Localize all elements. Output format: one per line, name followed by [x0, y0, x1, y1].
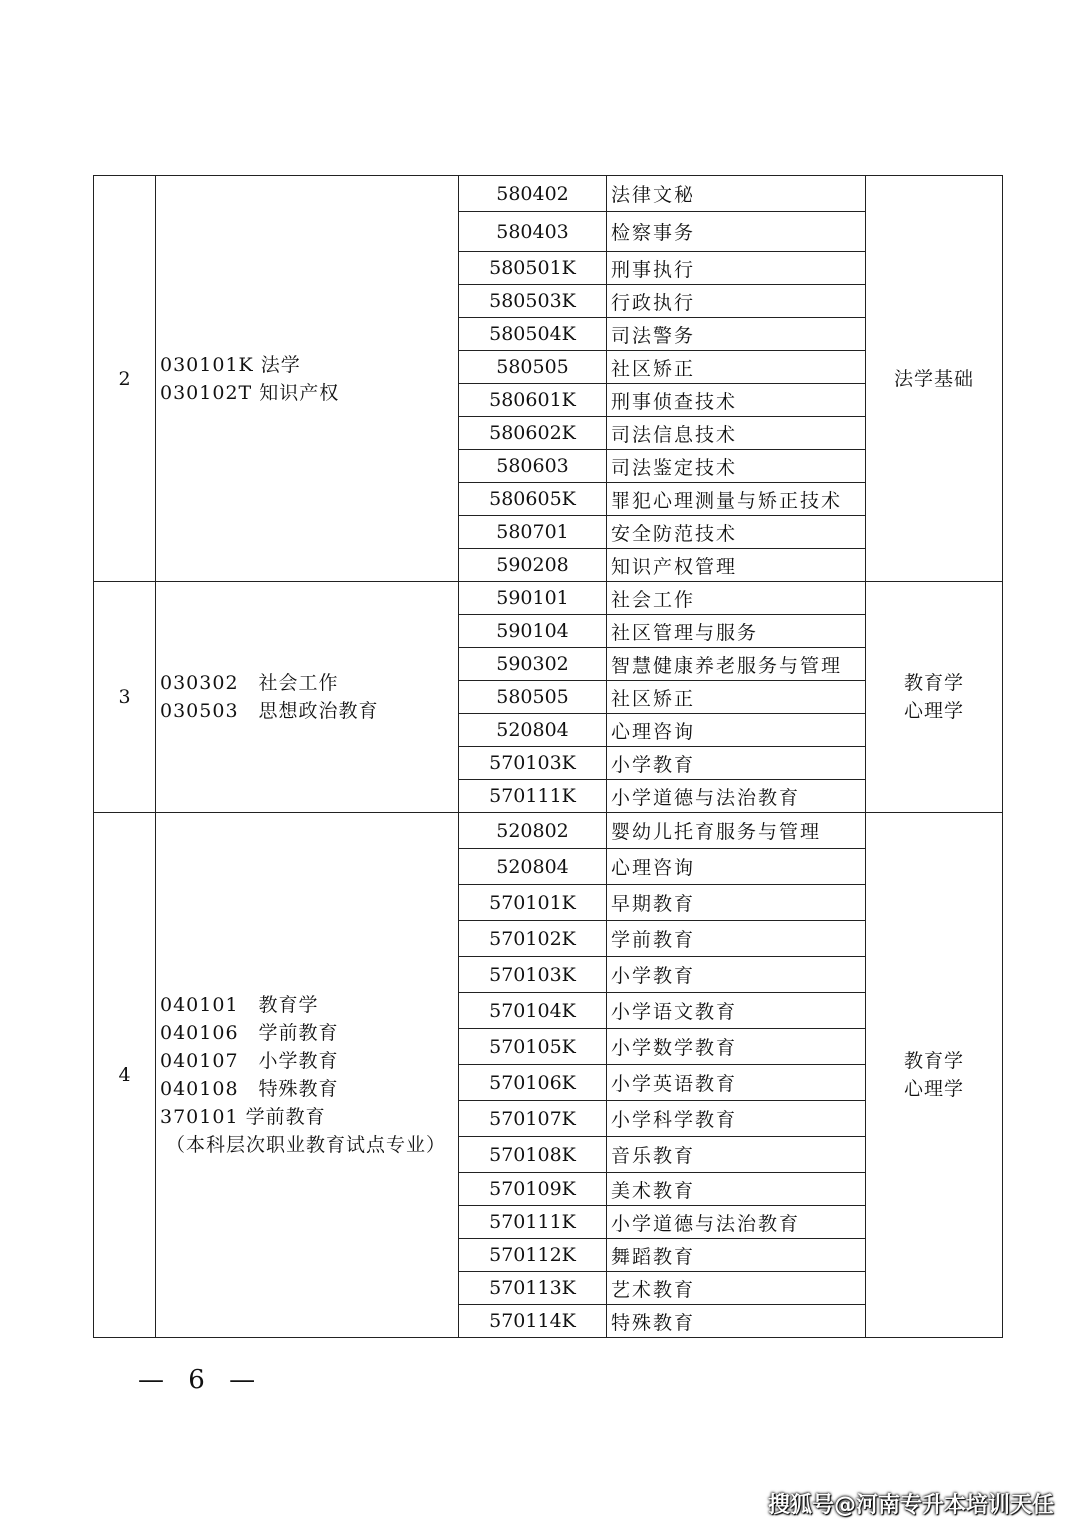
vocational-code: 570108K — [459, 1137, 607, 1173]
vocational-code: 580602K — [459, 417, 607, 450]
vocational-name: 知识产权管理 — [607, 549, 866, 582]
vocational-code: 520802 — [459, 813, 607, 849]
vocational-name: 学前教育 — [607, 921, 866, 957]
vocational-code: 580505 — [459, 351, 607, 384]
vocational-name: 小学教育 — [607, 957, 866, 993]
undergrad-majors — [156, 582, 459, 813]
vocational-name: 司法信息技术 — [607, 417, 866, 450]
vocational-code: 580504K — [459, 318, 607, 351]
vocational-name: 小学英语教育 — [607, 1065, 866, 1101]
vocational-code: 590208 — [459, 549, 607, 582]
exam-subject: 心理学 — [903, 700, 964, 722]
undergrad-majors — [156, 813, 459, 1338]
vocational-code: 580501K — [459, 252, 607, 285]
watermark: 搜狐号@河南专升本培训天任 — [767, 1493, 1054, 1518]
exam-subjects — [866, 176, 1003, 582]
undergrad-major-line: 030302 社会工作 — [160, 672, 339, 694]
undergrad-majors — [156, 176, 459, 582]
vocational-name: 音乐教育 — [607, 1137, 866, 1173]
vocational-name: 司法警务 — [607, 318, 866, 351]
vocational-name: 司法鉴定技术 — [607, 450, 866, 483]
vocational-code: 570103K — [459, 957, 607, 993]
vocational-code: 570102K — [459, 921, 607, 957]
vocational-code: 580505 — [459, 681, 607, 714]
majors-table-body — [94, 176, 1003, 1338]
exam-subject: 教育学 — [903, 672, 964, 694]
undergrad-major-line: 040106 学前教育 — [160, 1022, 339, 1044]
vocational-name: 小学数学教育 — [607, 1029, 866, 1065]
vocational-name: 艺术教育 — [607, 1272, 866, 1305]
vocational-name: 小学科学教育 — [607, 1101, 866, 1137]
vocational-code: 590104 — [459, 615, 607, 648]
vocational-name: 社区矫正 — [607, 681, 866, 714]
vocational-name: 婴幼儿托育服务与管理 — [607, 813, 866, 849]
vocational-name: 小学教育 — [607, 747, 866, 780]
vocational-name: 智慧健康养老服务与管理 — [607, 648, 866, 681]
vocational-code: 570109K — [459, 1173, 607, 1206]
vocational-name: 安全防范技术 — [607, 516, 866, 549]
vocational-name: 社区管理与服务 — [607, 615, 866, 648]
vocational-name: 心理咨询 — [607, 849, 866, 885]
majors-table — [93, 175, 1003, 1338]
vocational-code: 570113K — [459, 1272, 607, 1305]
table-row — [94, 582, 1003, 615]
vocational-code: 580402 — [459, 176, 607, 212]
vocational-name: 法律文秘 — [607, 176, 866, 212]
vocational-code: 570106K — [459, 1065, 607, 1101]
group-number: 2 — [94, 176, 156, 582]
vocational-code: 570111K — [459, 1206, 607, 1239]
vocational-name: 小学语文教育 — [607, 993, 866, 1029]
vocational-name: 社区矫正 — [607, 351, 866, 384]
undergrad-major-line: 030102T 知识产权 — [160, 381, 340, 404]
vocational-name: 社会工作 — [607, 582, 866, 615]
vocational-name: 早期教育 — [607, 885, 866, 921]
vocational-code: 580603 — [459, 450, 607, 483]
table-row — [94, 813, 1003, 849]
vocational-name: 小学道德与法治教育 — [607, 1206, 866, 1239]
exam-subjects — [866, 813, 1003, 1338]
vocational-code: 590302 — [459, 648, 607, 681]
vocational-code: 520804 — [459, 714, 607, 747]
vocational-code: 580701 — [459, 516, 607, 549]
group-number: 4 — [94, 813, 156, 1338]
vocational-code: 590101 — [459, 582, 607, 615]
vocational-name: 刑事侦查技术 — [607, 384, 866, 417]
exam-subject: 心理学 — [903, 1078, 964, 1100]
undergrad-major-line: （本科层次职业教育试点专业） — [166, 1134, 447, 1156]
vocational-code: 580403 — [459, 212, 607, 252]
vocational-code: 570104K — [459, 993, 607, 1029]
vocational-name: 特殊教育 — [607, 1305, 866, 1338]
vocational-code: 570112K — [459, 1239, 607, 1272]
exam-subjects — [866, 582, 1003, 813]
vocational-code: 580605K — [459, 483, 607, 516]
table-row — [94, 176, 1003, 212]
vocational-name: 检察事务 — [607, 212, 866, 252]
vocational-name: 心理咨询 — [607, 714, 866, 747]
undergrad-major-line: 030503 思想政治教育 — [160, 700, 379, 722]
vocational-code: 570111K — [459, 780, 607, 813]
vocational-name: 行政执行 — [607, 285, 866, 318]
exam-subject: 教育学 — [903, 1050, 964, 1072]
vocational-code: 570107K — [459, 1101, 607, 1137]
vocational-name: 刑事执行 — [607, 252, 866, 285]
vocational-code: 580503K — [459, 285, 607, 318]
vocational-name: 舞蹈教育 — [607, 1239, 866, 1272]
vocational-code: 570105K — [459, 1029, 607, 1065]
vocational-name: 美术教育 — [607, 1173, 866, 1206]
vocational-code: 570101K — [459, 885, 607, 921]
vocational-code: 570103K — [459, 747, 607, 780]
group-number: 3 — [94, 582, 156, 813]
vocational-code: 580601K — [459, 384, 607, 417]
undergrad-major-line: 040107 小学教育 — [160, 1050, 339, 1072]
undergrad-major-line: 370101 学前教育 — [160, 1106, 326, 1128]
undergrad-major-line: 040108 特殊教育 — [160, 1078, 339, 1100]
exam-subject: 法学基础 — [893, 367, 974, 390]
vocational-name: 罪犯心理测量与矫正技术 — [607, 483, 866, 516]
vocational-code: 570114K — [459, 1305, 607, 1338]
undergrad-major-line: 040101 教育学 — [160, 994, 319, 1016]
vocational-name: 小学道德与法治教育 — [607, 780, 866, 813]
page-number: — 6 — — [138, 1365, 264, 1395]
vocational-code: 520804 — [459, 849, 607, 885]
undergrad-major-line: 030101K 法学 — [160, 353, 301, 376]
